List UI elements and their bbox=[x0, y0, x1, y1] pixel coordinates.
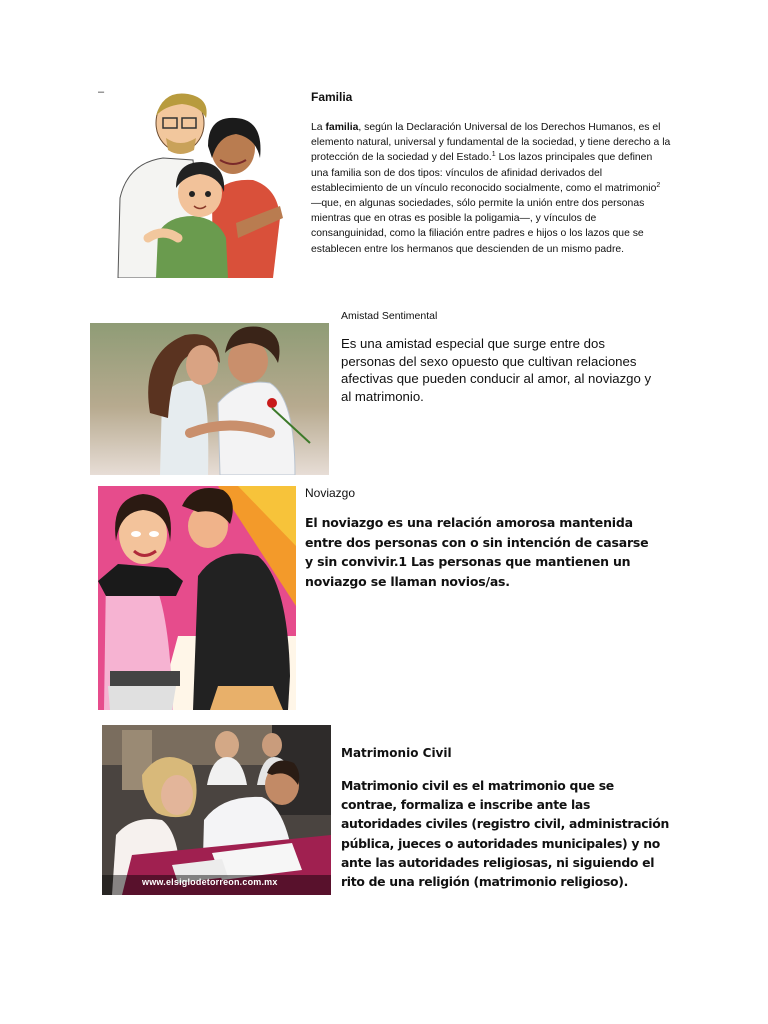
amistad-paragraph: Es una amistad especial que surge entre dos personas del sexo opuesto que cultivan relaciones afectivas que pueden conducir al amor, al noviazgo y al matrimonio. bbox=[341, 336, 652, 404]
civil-wedding-photo bbox=[102, 725, 331, 895]
photo-watermark: www.elsiglodetorreon.com.mx bbox=[142, 877, 278, 887]
couple-photo bbox=[90, 323, 329, 475]
footnote-ref-2: 2 bbox=[656, 181, 661, 189]
noviazgo-title: Noviazgo bbox=[305, 486, 356, 500]
family-illustration bbox=[108, 88, 292, 278]
familia-title: Familia bbox=[311, 90, 353, 104]
amistad-title: Amistad Sentimental bbox=[341, 310, 438, 322]
noviazgo-paragraph: El noviazgo es una relación amorosa mantenida entre dos personas con o sin intención de casarse y sin convivir.1 Las personas que mantienen un noviazgo se llaman novios/as. bbox=[305, 515, 649, 589]
familia-bold-term: familia bbox=[325, 122, 359, 133]
noviazgo-illustration bbox=[98, 486, 296, 710]
matrimonio-title: Matrimonio Civil bbox=[341, 746, 452, 760]
familia-paragraph: La familia, según la Declaración Universal de los Derechos Humanos, es el elemento natural, universal y fundamental de la sociedad, y tiene derecho a la protección de la sociedad y del Estado.$^1$ Los lazos principales que definen una familia son de dos tipos: vínculos de afinidad derivados del establecimiento de un vínculo reconocido socialmente, como el matrimonio$^2$ —que, en algunas sociedades, sólo permite la unión entre dos personas mientras que en otras es posible la poligamia—, y vínculos de consanguinidad, como la filiación entre padres e hijos o los lazos que se establecen entre los hermanos que descienden de un mismo padre. bbox=[311, 122, 671, 255]
footnote-ref-1: 1 bbox=[491, 151, 496, 159]
dash-mark: – bbox=[98, 86, 105, 98]
matrimonio-paragraph: Matrimonio civil es el matrimonio que se contrae, formaliza e inscribe ante las autoridades civiles (registro civil, administración pública, jueces o autoridades municipales) y no ante las autoridades religiosas, ni siguiendo el rito de una religión (matrimonio religioso). bbox=[341, 778, 669, 890]
